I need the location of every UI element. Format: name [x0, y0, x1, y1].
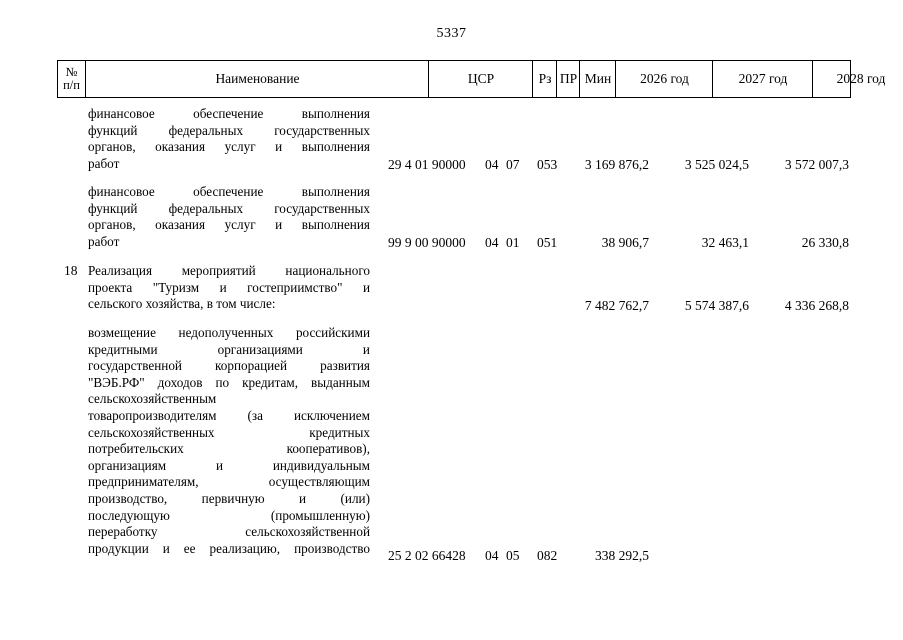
row-4-name-line: возмещение недополученных российскими — [88, 325, 370, 340]
row-1-year-2027: 3 525 024,5 — [684, 157, 749, 172]
row-4-year-2026: 338 292,5 — [595, 548, 649, 563]
row-1-name-line: органов, оказания услуг и выполнения — [88, 139, 370, 155]
row-4-name-line: продукции и ее реализацию, производство — [88, 540, 370, 556]
row-2-year-2028: 26 330,8 — [801, 235, 849, 250]
row-1-name-line: финансовое обеспечение выполнения — [88, 106, 370, 121]
header-min: Мин — [579, 61, 616, 97]
row-1-name — [88, 106, 370, 172]
row-1-csr: 29 4 01 90000 — [388, 157, 466, 172]
page-number: 5337 — [436, 26, 467, 41]
header-year-2027: 2027 год — [712, 61, 813, 97]
row-2-name-line: работ — [88, 233, 120, 249]
header-pr: ПР — [556, 61, 580, 97]
row-4-csr: 25 2 02 66428 — [388, 548, 466, 563]
row-2-min: 051 — [537, 235, 558, 250]
row-2-name — [88, 184, 370, 250]
header-number-line2: п/п — [63, 78, 80, 92]
row-2-year-2027: 32 463,1 — [701, 235, 749, 250]
row-4-name-line: товаропроизводителям (за исключением — [88, 407, 370, 423]
row-1-min: 053 — [537, 157, 558, 172]
row-2-csr: 99 9 00 90000 — [388, 235, 466, 250]
row-4-min: 082 — [537, 548, 558, 563]
row-2-name-line: функций федеральных государственных — [88, 200, 370, 216]
header-rz: Рз — [532, 61, 557, 97]
row-3-number: 18 — [64, 263, 78, 278]
row-4-name-line: сельскохозяйственным — [88, 391, 217, 407]
row-1-rz: 04 — [485, 157, 499, 172]
row-2-rz: 04 — [485, 235, 499, 250]
header-name: Наименование — [85, 61, 429, 97]
row-3-name-line: сельского хозяйства, в том числе: — [88, 296, 276, 312]
row-4-rz: 04 — [485, 548, 499, 563]
row-4-name — [88, 325, 370, 557]
row-4-pr: 05 — [506, 548, 520, 563]
table-header — [57, 60, 886, 98]
row-3-name-line: Реализация мероприятий национального — [88, 263, 370, 278]
row-3-year-2027: 5 574 387,6 — [684, 298, 749, 313]
row-3-year-2028: 4 336 268,8 — [784, 298, 849, 313]
row-1-year-2026: 3 169 876,2 — [584, 157, 649, 172]
row-2-name-line: органов, оказания услуг и выполнения — [88, 217, 370, 233]
row-3-year-2026: 7 482 762,7 — [584, 298, 649, 313]
row-2-name-line: финансовое обеспечение выполнения — [88, 184, 370, 199]
row-2-year-2026: 38 906,7 — [601, 235, 649, 250]
row-4-name-line: сельскохозяйственных кредитных — [88, 424, 370, 440]
row-2-pr: 01 — [506, 235, 520, 250]
row-4-name-line: переработку сельскохозяйственной — [88, 524, 370, 540]
row-1-name-line: работ — [88, 155, 120, 171]
header-number-line1: № — [65, 65, 78, 79]
row-4-name-line: предпринимателям, осуществляющим — [88, 474, 370, 490]
row-4-name-line: последующую (промышленную) — [88, 507, 370, 523]
header-csr: ЦСР — [428, 61, 533, 97]
row-1-name-line: функций федеральных государственных — [88, 122, 370, 138]
header-year-2026: 2026 год — [615, 61, 713, 97]
row-4-name-line: производство, первичную и (или) — [88, 490, 370, 506]
row-1-pr: 07 — [506, 157, 520, 172]
row-3-name — [88, 263, 370, 313]
row-3-name-line: проекта "Туризм и гостеприимство" и — [88, 279, 370, 295]
row-4-name-line: "ВЭБ.РФ" доходов по кредитам, выданным — [88, 374, 370, 390]
row-4-name-line: кредитными организациями и — [88, 341, 370, 357]
header-number — [58, 61, 85, 97]
row-4-name-line: государственной корпорацией развития — [88, 358, 370, 374]
header-year-2028: 2028 год — [812, 61, 903, 97]
row-4-name-line: организациям и индивидуальным — [88, 457, 370, 473]
row-4-name-line: потребительских кооперативов), — [88, 441, 370, 457]
row-1-year-2028: 3 572 007,3 — [784, 157, 849, 172]
